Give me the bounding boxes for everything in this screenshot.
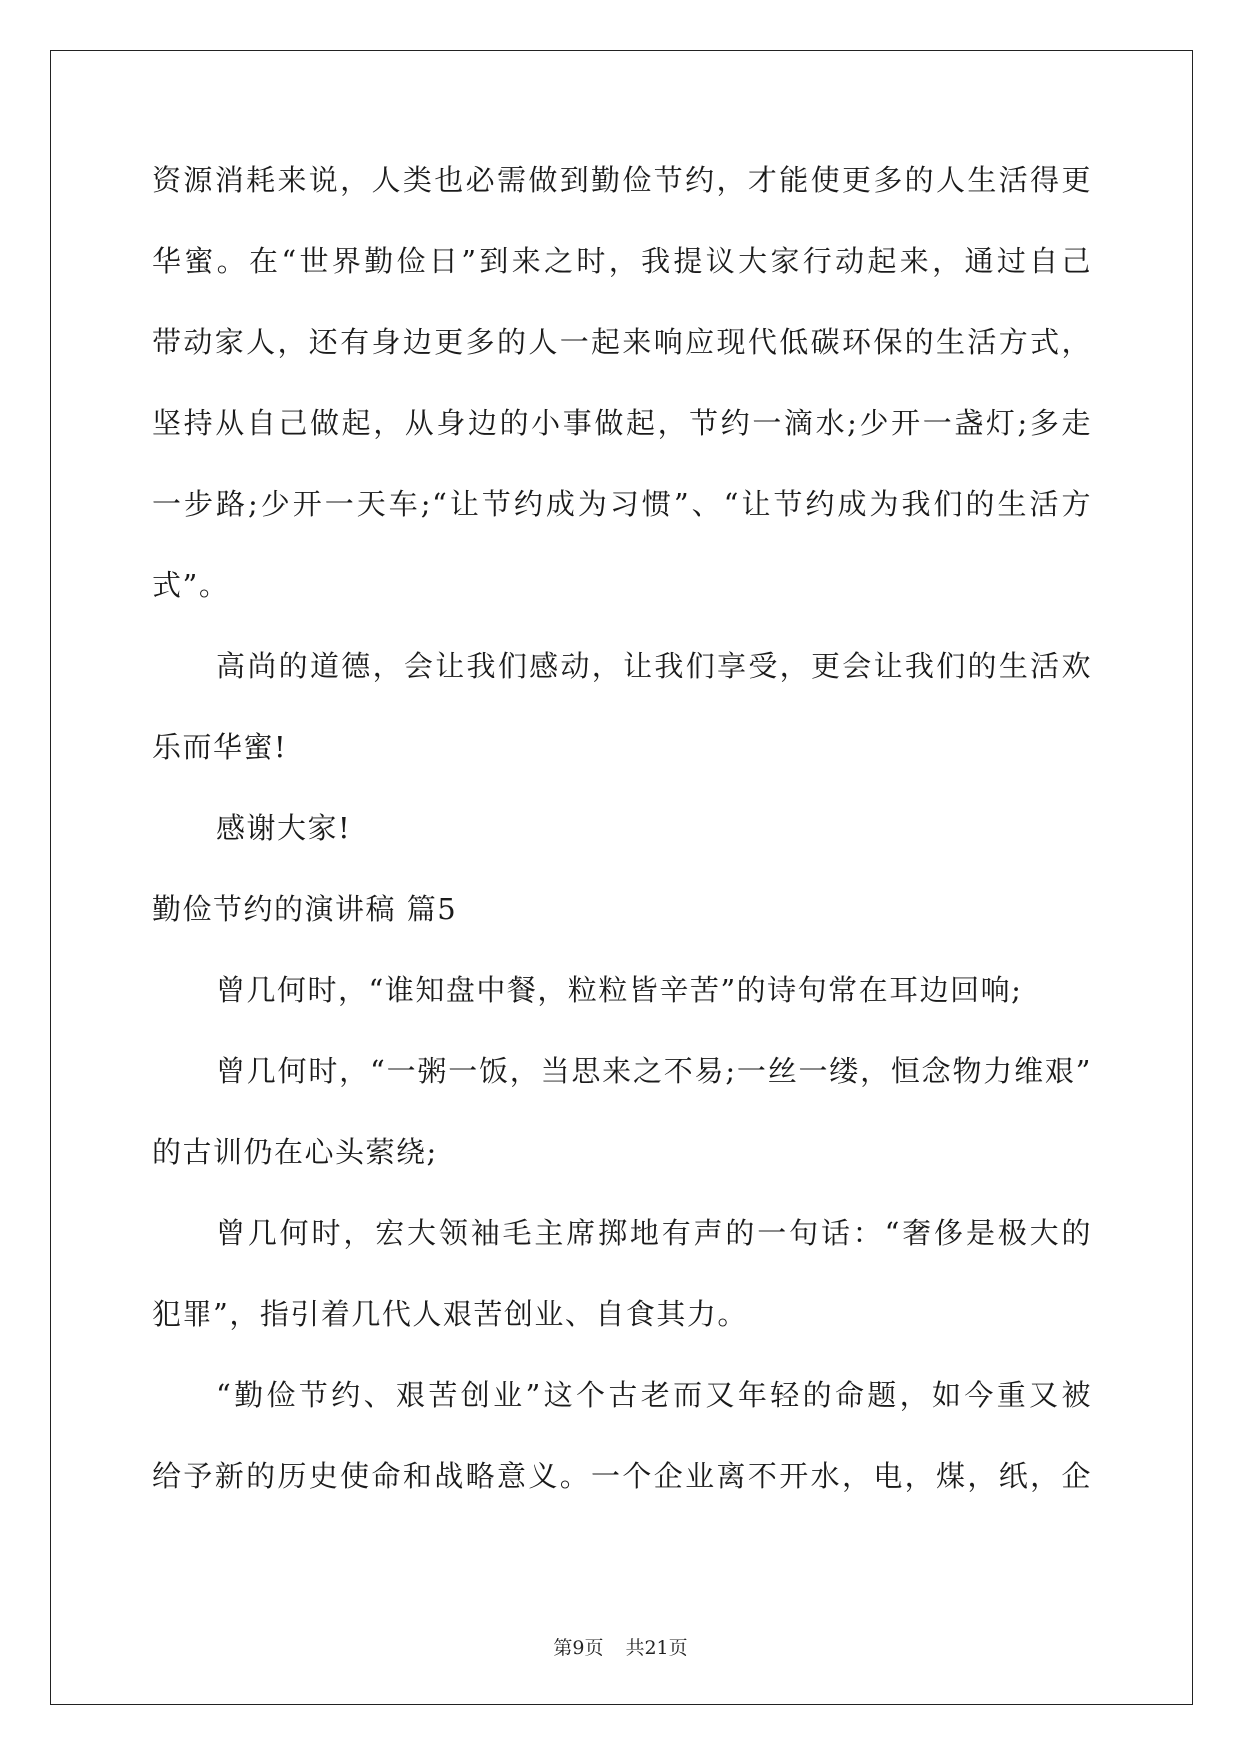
paragraph-line: 的古训仍在心头萦绕; <box>152 1135 438 1169</box>
paragraph-line: 资源消耗来说，人类也必需做到勤俭节约，才能使更多的人生活得更 <box>152 163 1092 197</box>
paragraph-line: 曾几何时，“一粥一饭，当思来之不易;一丝一缕，恒念物力维艰” <box>216 1054 1092 1088</box>
paragraph-line: 坚持从自己做起，从身边的小事做起，节约一滴水;少开一盏灯;多走 <box>152 406 1092 440</box>
paragraph-line: 曾几何时，“谁知盘中餐，粒粒皆辛苦”的诗句常在耳边回响; <box>216 973 1023 1007</box>
paragraph-line: 高尚的道德，会让我们感动，让我们享受，更会让我们的生活欢 <box>216 649 1092 683</box>
page-footer <box>0 1633 1241 1660</box>
section-heading: 勤俭节约的演讲稿 篇5 <box>152 892 458 926</box>
paragraph-line: 感谢大家! <box>216 811 352 845</box>
paragraph-line: 带动家人，还有身边更多的人一起来响应现代低碳环保的生活方式， <box>152 325 1092 359</box>
document-body <box>152 160 1092 1537</box>
page-number: 第9页 <box>553 1637 604 1659</box>
paragraph-line: “勤俭节约、艰苦创业”这个古老而又年轻的命题，如今重又被 <box>216 1378 1092 1412</box>
paragraph-line: 一步路;少开一天车;“让节约成为习惯”、“让节约成为我们的生活方 <box>152 487 1092 521</box>
paragraph-line: 式”。 <box>152 568 230 602</box>
paragraph-line: 乐而华蜜! <box>152 730 288 764</box>
paragraph-line: 犯罪”，指引着几代人艰苦创业、自食其力。 <box>152 1297 748 1331</box>
paragraph-line: 曾几何时，宏大领袖毛主席掷地有声的一句话：“奢侈是极大的 <box>216 1216 1092 1250</box>
paragraph-line: 给予新的历史使命和战略意义。一个企业离不开水，电，煤，纸，企 <box>152 1459 1092 1493</box>
page-total: 共21页 <box>625 1637 688 1659</box>
paragraph-line: 华蜜。在“世界勤俭日”到来之时，我提议大家行动起来，通过自己 <box>152 244 1092 278</box>
